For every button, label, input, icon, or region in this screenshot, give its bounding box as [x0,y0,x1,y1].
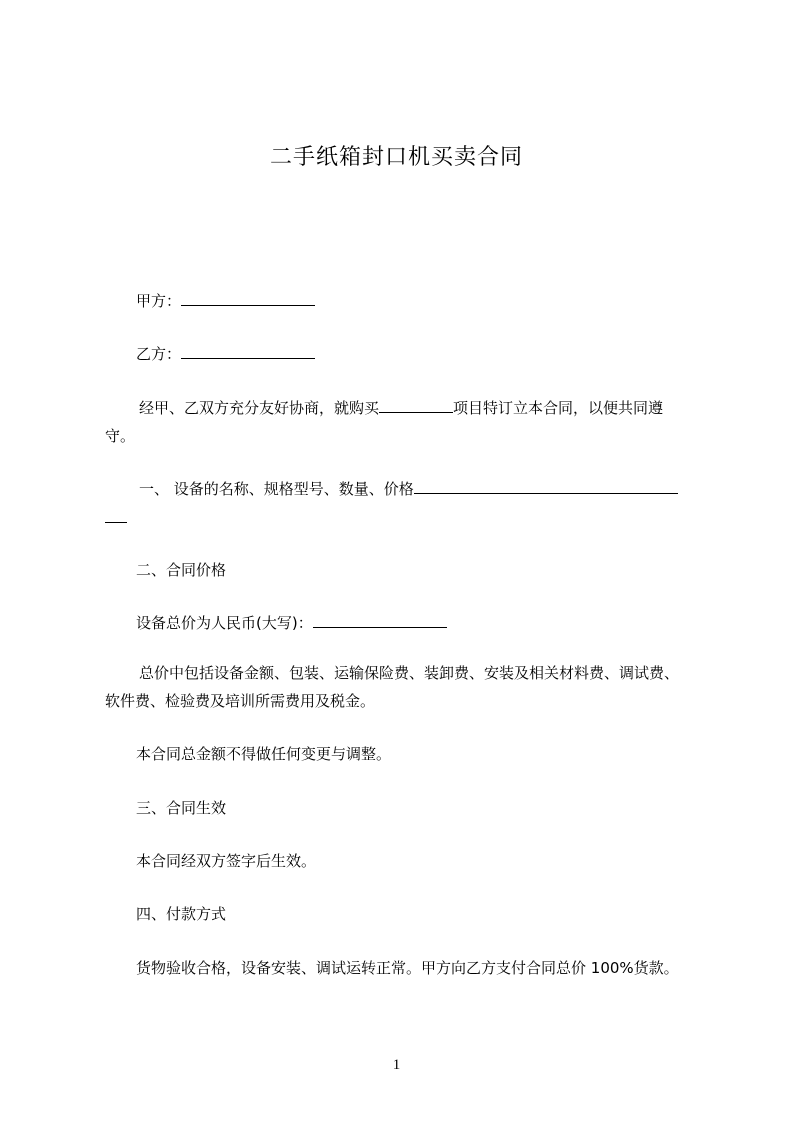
price-includes-line-2: 软件费、检验费及培训所需费用及税金。 [105,692,376,710]
section-3-heading: 三、合同生效 [136,799,227,817]
section-1-continuation [105,507,127,529]
page-number: 1 [392,1057,401,1073]
section-1-heading [139,478,678,500]
total-price-label: 设备总价为人民币(大写)： [136,614,313,632]
intro-text-2: 项目特订立本合同，以便共同遵 [453,399,664,417]
party-b-blank [181,344,315,359]
party-a-line [136,290,315,312]
equipment-details-blank [414,479,678,494]
payment-clause: 货物验收合格，设备安装、调试运转正常。甲方向乙方支付合同总价 100%货款。 [136,959,679,977]
price-includes-line-1: 总价中包括设备金额、包装、运输保险费、装卸费、安装及相关材料费、调试费、 [139,664,680,682]
party-a-blank [181,291,315,306]
party-b-line [136,343,315,365]
no-change-clause: 本合同总金额不得做任何变更与调整。 [136,745,392,763]
purchase-item-blank [379,398,453,413]
intro-line-2: 守。 [105,427,136,445]
section-1-text: 一、 设备的名称、规格型号、数量、价格 [139,480,414,498]
effective-clause: 本合同经双方签字后生效。 [136,852,317,870]
party-a-label: 甲方： [136,292,182,310]
total-price-line [136,612,447,634]
intro-text-1: 经甲、乙双方充分友好协商，就购买 [139,399,380,417]
section-4-heading: 四、付款方式 [136,905,227,923]
contract-title: 二手纸箱封口机买卖合同 [269,145,523,170]
intro-line-1 [139,397,663,419]
equipment-details-blank-cont [105,508,127,523]
section-2-heading: 二、合同价格 [136,561,227,579]
party-b-label: 乙方： [136,345,182,363]
total-price-blank [313,613,447,628]
